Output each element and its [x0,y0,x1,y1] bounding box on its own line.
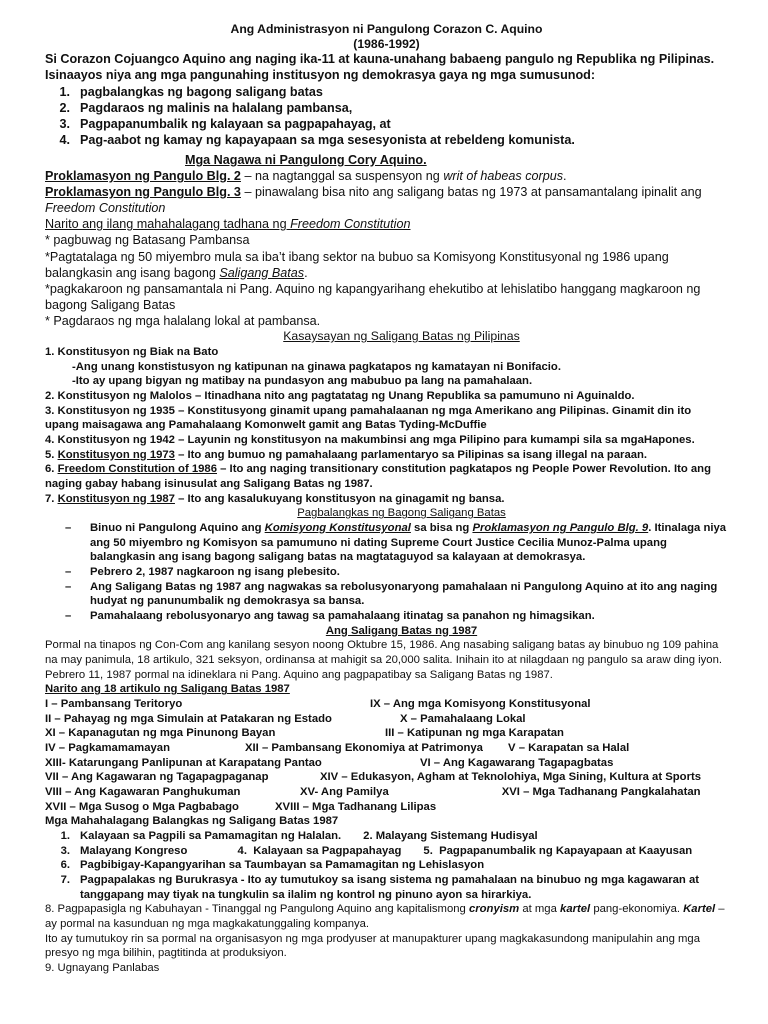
pagbalangkas-heading: Pagbalangkas ng Bagong Saligang Batas [297,507,506,520]
title-line-1: Ang Administrasyon ni Pangulong Corazon C. Aquino [230,22,543,36]
freedom-constitution-heading: Narito ang ilang mahahalagang tadhana ng Freedom Constitution [45,217,411,232]
articles-table [45,697,728,814]
ugnayang-panlabas: 9. Ugnayang Panlabas [45,962,160,975]
mahalaga-section [45,814,728,975]
list-item: 2. Konstitusyon ng Malolos – Itinadhana nito ang pagtatatag ng Unang Republika sa pamumuno ni Aguinaldo. [45,389,635,402]
list-item: 1. Kalayaan sa Pagpili sa Pamamagitan ng Halalan. 2. Malayang Sistemang Hudisyal [60,830,538,843]
pagbalangkas-list [45,521,728,624]
intro-paragraph-2: Isinaayos niya ang mga pangunahing institusyon ng demokrasya gaya ng mga sumusunod: [45,68,596,83]
title-years: (1986-1992) [353,36,420,51]
artikulo-heading: Narito ang 18 artikulo ng Saligang Batas 1987 [45,683,290,696]
saligang-1987-paragraph: Pebrero 11, 1987 pormal na idineklara ni Pang. Aquino ang pagpapatibay sa Saligang Batas ng 1987. [45,668,553,681]
nagawa-heading: Mga Nagawa ni Pangulong Cory Aquino. [185,152,427,167]
list-item: – Ang Saligang Batas ng 1987 ang nagwakas sa rebolusyonaryong pamahalaan ni Pangulong Aquino at ito ang naging hudyat ng panunumbalik ng demokrasya sa bansa. [65,580,718,608]
list-item: 1. Konstitusyon ng Biak na Bato [45,345,219,358]
list-item: – Pebrero 2, 1987 nagkaroon ng isang plebesito. [65,565,340,578]
proklamasyon-3: Proklamasyon ng Pangulo Blg. 3 – pinawalang bisa nito ang saligang batas ng 1973 at pansamantalang ipinalit ang Freedom Constitution [45,185,702,216]
list-item: – Pamahalaang rebolusyonaryo ang tawag sa pamahalaang itinatag sa panahon ng himagsikan. [65,609,595,622]
kasaysayan-list [45,345,728,506]
list-item: 7. Konstitusyon ng 1987 – Ito ang kasalukuyang konstitusyon na ginagamit ng bansa. [45,492,505,505]
saligang-1987-paragraph: Pormal na tinapos ng Con-Com ang kanilang sesyon noong Oktubre 15, 1986. Ang nasabing saligang batas ay binubuo ng 109 pahina na may panimula, 18 artikulo, 321 seksyon, ordinansa at mahigit sa 20,000 salita. Inihain ito at nilagdaan ng pangulo sa araw ding iyon. [45,639,722,666]
saligang-1987-heading: Ang Saligang Batas ng 1987 [325,624,478,637]
list-item: 3. Malayang Kongreso 4. Kalayaan sa Pagpapahayag 5. Pagpapanumbalik ng Kapayapaan at Kaayusan [60,844,693,857]
article-row: XIII- Katarungang Panlipunan at Karapatang Pantao VI – Ang Kagawarang Tagapagbatas [45,756,614,769]
kartel-paragraph: Ito ay tumutukoy rin sa pormal na organisasyon ng mga prodyuser at manupakturer upang magkakasundong manipulahin ang mga presyo ng mga bilihin, pagtitinda at produksiyon. [45,932,700,960]
fc-bullet: * Pagdaraos ng mga halalang lokal at pambansa. [45,314,321,329]
article-row: II – Pahayag ng mga Simulain at Patakaran ng Estado X – Pamahalaang Lokal [45,712,526,725]
mahalaga-heading: Mga Mahahalagang Balangkas ng Saligang Batas 1987 [45,815,339,828]
kasaysayan-heading: Kasaysayan ng Saligang Batas ng Pilipinas [283,329,520,344]
list-item: 4. Konstitusyon ng 1942 – Layunin ng konstitusyon na makumbinsi ang mga Pilipino para kumampi sila sa mgaHapones. [45,433,695,446]
fc-bullet: *pagkakaroon ng pansamantala ni Pang. Aquino ng kapangyarihang ehekutibo at lehislatibo hanggang magkaroon ng bagong Saligang Batas [45,281,701,312]
article-row: VII – Ang Kagawaran ng Tagapagpaganap XIV – Edukasyon, Agham at Teknolohiya, Mga Sining, Kultura at Sports [45,771,702,784]
proklamasyon-2: Proklamasyon ng Pangulo Blg. 2 – na nagtanggal sa suspensyon ng writ of habeas corpus. [45,169,567,184]
list-item: 3. Pagpapanumbalik ng kalayaan sa pagpapahayag, at [59,116,391,131]
mahalaga-list [45,829,728,902]
institutions-list [45,84,728,148]
article-row: XI – Kapanagutan ng mga Pinunong Bayan III – Katipunan ng mga Karapatan [45,727,564,740]
list-item: 2. Pagdaraos ng malinis na halalang pambansa, [59,100,353,115]
fc-bullet: * pagbuwag ng Batasang Pambansa [45,233,250,248]
kabuhayan-paragraph: 8. Pagpapasigla ng Kabuhayan - Tinanggal ng Pangulong Aquino ang kapitalismong cronyism at mga kartel pang-ekonomiya. Kartel – ay pormal na kasunduan ng mga magkakatunggaling kompanya. [45,903,725,931]
article-row: I – Pambansang Teritoryo IX – Ang mga Komisyong Konstitusyonal [45,698,591,710]
list-item: 6. Pagbibigay-Kapangyarihan sa Taumbayan sa Pamamagitan ng Lehislasyon [60,859,485,872]
list-item: 6. Freedom Constitution of 1986 – Ito ang naging transitionary constitution pagkatapos ng People Power Revolution. Ito ang naging gabay habang isinusulat ang Saligang Batas ng 1987. [45,463,711,490]
saligang-1987-body [45,638,728,814]
article-row: XVII – Mga Susog o Mga Pagbabago XVIII – Mga Tadhanang Lilipas [45,800,437,813]
list-item: 3. Konstitusyon ng 1935 – Konstitusyong ginamit upang pamahalaanan ng mga Amerikano ang Pilipinas. Ginamit din ito upang maisagawa ang Pamahalaang Komonwelt gamit ang Batas Tyding-McDuffie [45,404,692,432]
article-row: IV – Pagkamamamayan XII – Pambansang Ekonomiya at Patrimonya V – Karapatan sa Halal [45,742,630,755]
list-item: 7. Pagpapalakas ng Burukrasya - Ito ay tumutukoy sa isang sistema ng pamahalaan na binubuo ng mga kagawaran at tanggapang may tiyak na tungkulin sa ilalim ng kontrol ng pinuno ayon sa hirarkiya. [60,874,699,901]
document-title [45,22,728,51]
list-item: – Binuo ni Pangulong Aquino ang Komisyong Konstitusyonal sa bisa ng Proklamasyon ng Pangulo Blg. 9. Itinalaga niya ang 50 miyembro ng Komisyon sa pamumuno ni dating Supreme Court Justice Cecilia Munoz-Palma upang balangkasin ang isang bagong saligang batas na magtataguyod sa kalayaan at demokrasya. [65,521,727,564]
list-item: 5. Konstitusyon ng 1973 – Ito ang bumuo ng pamahalaang parlamentaryo sa Pilipinas sa isang illegal na paraan. [45,448,648,461]
list-item: -Ang unang konstistusyon ng katipunan na ginawa pagkatapos ng kamatayan ni Bonifacio. [72,360,561,373]
list-item: -Ito ay upang bigyan ng matibay na pundasyon ang mabubuo pa lang na pamahalaan. [72,375,533,388]
fc-bullet: *Pagtatalaga ng 50 miyembro mula sa iba’t ibang sektor na bubuo sa Komisyong Konstitusyonal ng 1986 upang balangkasin ang isang bagong Saligang Batas. [45,249,669,280]
list-item: 4. Pag-aabot ng kamay ng kapayapaan sa mga sesesyonista at rebeldeng komunista. [59,132,575,147]
article-row: VIII – Ang Kagawaran Panghukuman XV- Ang Pamilya XVI – Mga Tadhanang Pangkalahatan [45,786,701,799]
list-item: 1. pagbalangkas ng bagong saligang batas [59,84,323,99]
intro-paragraph: Si Corazon Cojuangco Aquino ang naging ika-11 at kauna-unahang babaeng pangulo ng Republika ng Pilipinas. [45,52,715,67]
